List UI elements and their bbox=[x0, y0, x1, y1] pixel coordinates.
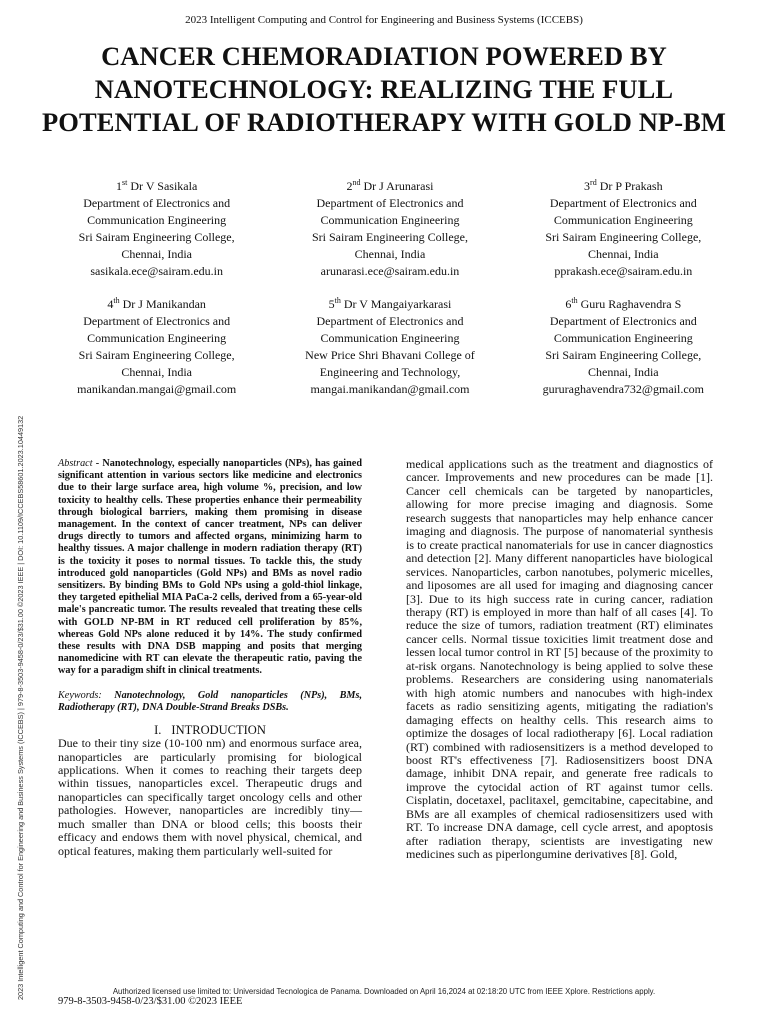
author-name: Dr J Manikandan bbox=[122, 297, 206, 311]
author-name-line: 1st Dr V Sasikala bbox=[116, 178, 198, 193]
right-column bbox=[406, 458, 713, 862]
author-affiliation: Chennai, India bbox=[354, 247, 426, 261]
author-name-line: 4th Dr J Manikandan bbox=[107, 296, 206, 311]
section-heading bbox=[58, 723, 362, 737]
section-number: I. bbox=[154, 723, 162, 738]
keywords-label: Keywords: bbox=[58, 689, 102, 701]
author-affiliation: Department of Electronics and bbox=[549, 314, 697, 328]
author-affiliation: Chennai, India bbox=[587, 247, 659, 261]
author-email: pprakash.ece@sairam.edu.in bbox=[554, 264, 693, 278]
author-name: Guru Raghavendra S bbox=[580, 297, 682, 311]
author-email: gururaghavendra732@gmail.com bbox=[542, 382, 704, 396]
author-affiliation: Communication Engineering bbox=[87, 213, 227, 227]
left-column bbox=[58, 458, 362, 858]
author-affiliation: Sri Sairam Engineering College, bbox=[545, 348, 702, 362]
author-affiliation: New Price Shri Bhavani College of bbox=[305, 348, 475, 362]
author-name-line: 2nd Dr J Arunarasi bbox=[346, 178, 434, 193]
author-affiliation: Department of Electronics and bbox=[549, 196, 697, 210]
author-name-line: 5th Dr V Mangaiyarkarasi bbox=[328, 296, 452, 311]
author-row-2 bbox=[40, 296, 740, 398]
keywords-text: Nanotechnology, Gold nanoparticles (NPs), BMs, Radiotherapy (RT), DNA Double-Strand Breaks DSBs. bbox=[58, 689, 362, 713]
author-name-line: 6th Guru Raghavendra S bbox=[565, 296, 682, 311]
author-affiliation: Department of Electronics and bbox=[316, 314, 464, 328]
author-name: Dr J Arunarasi bbox=[363, 179, 434, 193]
author-affiliation: Department of Electronics and bbox=[83, 196, 231, 210]
author-block bbox=[507, 178, 740, 280]
license-footer: Authorized licensed use limited to: Universidad Tecnologica de Panama. Downloaded on April 16,2024 at 02:18:20 UTC from IEEE Xplore. Restrictions apply. bbox=[112, 987, 656, 996]
author-affiliation: Communication Engineering bbox=[320, 331, 460, 345]
author-affiliation: Communication Engineering bbox=[553, 331, 693, 345]
author-name: Dr V Mangaiyarkarasi bbox=[343, 297, 452, 311]
author-email: mangai.manikandan@gmail.com bbox=[310, 382, 470, 396]
author-affiliation: Chennai, India bbox=[121, 365, 192, 379]
author-name-line: 3rd Dr P Prakash bbox=[584, 178, 663, 193]
intro-paragraph-right: medical applications such as the treatment and diagnostics of cancer. Improvements and new procedures can be made [1]. Cancer cell chemicals can be targeted by nanoparticles, allowing for more precise imaging and diagnosis. Some research suggests that nanoparticles may help enhance cancer imaging and diagnosis. The purpose of nanomaterial synthesis is to create practical nanomaterials for use in cancer diagnostics and detection [2]. Many different nanoparticles have biological services. Nanoparticles, carbon nanotubes, polymeric micelles, and liposomes are all used for imaging and diagnosing cancer [3]. Due to its high success rate in curing cancer, radiation therapy (RT) is employed in more than half of all cases [4]. To reduce the size of tumors, radiation treatment (RT) eliminates cancer cells. Normal tissue toxicities limit treatment dose and lessen local tumor control in RT [5] because of the proximity to at-risk organs. Nanotechnology is being applied to solve these problems. Researchers are considering using nanomaterials with high atomic numbers and nanocubes with high-index facets as radio sensitizing agents, mitigating the radiation's damaging effects on healthy cells. This research aims to optimize the dosages of local radiotherapy [6]. Local radiation (RT) combined with radiosensitizers is a method developed to boost RT's effectiveness [7]. Radiosensitizers boost DNA damage, inhibit DNA repair, and generate free radicals to improve the cytocidal action of RT against tumor cells. Cisplatin, docetaxel, paclitaxel, gemcitabine, capecitabine, and BMs are all examples of chemical radiosensitizers used with RT. To increase DNA damage, cell cycle arrest, and apoptosis after radiation therapy, scientists are investigating new medicines such as piperlongumine derivatives [8]. Gold, bbox=[406, 457, 713, 862]
intro-paragraph-left: Due to their tiny size (10-100 nm) and enormous surface area, nanoparticles are particularly promising for biological applications. When it comes to reaching their targets deep within tissues, nanoparticles excel. Therapeutic drugs and nanoparticles can specifically target oncology cells and other pathologies. However, nanoparticles are incredibly tiny—much smaller than DNA or blood cells; this boosts their efficacy and endows them with novel physical, chemical, and optical features, making them particularly well-suited for bbox=[58, 736, 362, 858]
abstract-label: Abstract bbox=[58, 458, 93, 469]
author-block bbox=[507, 296, 740, 398]
author-affiliation: Sri Sairam Engineering College, bbox=[78, 348, 235, 362]
paper-title: CANCER CHEMORADIATION POWERED BY NANOTECHNOLOGY: REALIZING THE FULL POTENTIAL OF RADIOTHERAPY WITH GOLD NP-BM bbox=[41, 41, 727, 137]
isbn-footer: 979-8-3503-9458-0/23/$31.00 ©2023 IEEE bbox=[58, 996, 243, 1007]
conference-header: 2023 Intelligent Computing and Control for Engineering and Business Systems (ICCEBS) bbox=[185, 14, 583, 26]
author-email: manikandan.mangai@gmail.com bbox=[77, 382, 237, 396]
author-affiliation: Chennai, India bbox=[587, 365, 659, 379]
author-affiliation: Communication Engineering bbox=[87, 331, 227, 345]
author-block bbox=[273, 296, 506, 398]
author-block bbox=[40, 178, 273, 280]
author-email: arunarasi.ece@sairam.edu.in bbox=[320, 264, 460, 278]
author-affiliation: Sri Sairam Engineering College, bbox=[545, 230, 702, 244]
author-name: Dr P Prakash bbox=[599, 179, 663, 193]
author-affiliation: Communication Engineering bbox=[320, 213, 460, 227]
author-affiliation: Sri Sairam Engineering College, bbox=[312, 230, 468, 244]
keywords bbox=[58, 690, 362, 714]
author-affiliation: Chennai, India bbox=[121, 247, 192, 261]
section-title: INTRODUCTION bbox=[171, 723, 266, 738]
author-affiliation: Engineering and Technology, bbox=[319, 365, 461, 379]
author-block bbox=[273, 178, 506, 280]
author-affiliation: Department of Electronics and bbox=[316, 196, 464, 210]
author-affiliation: Communication Engineering bbox=[553, 213, 693, 227]
abstract bbox=[58, 458, 362, 678]
abstract-text: - Nanotechnology, especially nanoparticles (NPs), has gained significant attention in various sectors like medicine and electronics due to their large surface area, high volume %, precision, and low toxicity to healthy cells. These properties enhance their permeability through biological barriers, making them promising in disease management. In the context of cancer treatment, NPs can deliver drugs directly to tumors and affected organs, minimizing harm to healthy tissues. A major challenge in modern radiation therapy (RT) is the toxicity it poses to normal tissues. To tackle this, the study introduced gold nanoparticles (Gold NPs) and BMs as novel radio sensitizers. By binding BMs to Gold NPs using a gold-thiol linkage, they targeted epithelial MIA PaCa-2 cells, derived from a 65-year-old male's pancreatic tumor. The results revealed that treating these cells with GOLD NP-BM in RT reduced cell proliferation by 85%, whereas Gold NPs alone reduced it by 14%. The study confirmed these results with DNA DSB mapping and posits that merging nanomedicine with RT can elevate the therapeutic ratio, paving the way for a paradigm shift in clinical treatments. bbox=[58, 458, 362, 677]
author-row-1 bbox=[40, 178, 740, 280]
author-affiliation: Department of Electronics and bbox=[83, 314, 231, 328]
side-doi-text: 2023 Intelligent Computing and Control for Engineering and Business Systems (ICCEBS) | 979-8-3503-9458-0/23/$31.00 ©2023 IEEE | DOI: 10.1109/ICCEBS58601.2023.10449132 bbox=[16, 415, 25, 1000]
author-affiliation: Sri Sairam Engineering College, bbox=[78, 230, 235, 244]
author-block bbox=[40, 296, 273, 398]
author-email: sasikala.ece@sairam.edu.in bbox=[90, 264, 223, 278]
author-name: Dr V Sasikala bbox=[130, 179, 198, 193]
